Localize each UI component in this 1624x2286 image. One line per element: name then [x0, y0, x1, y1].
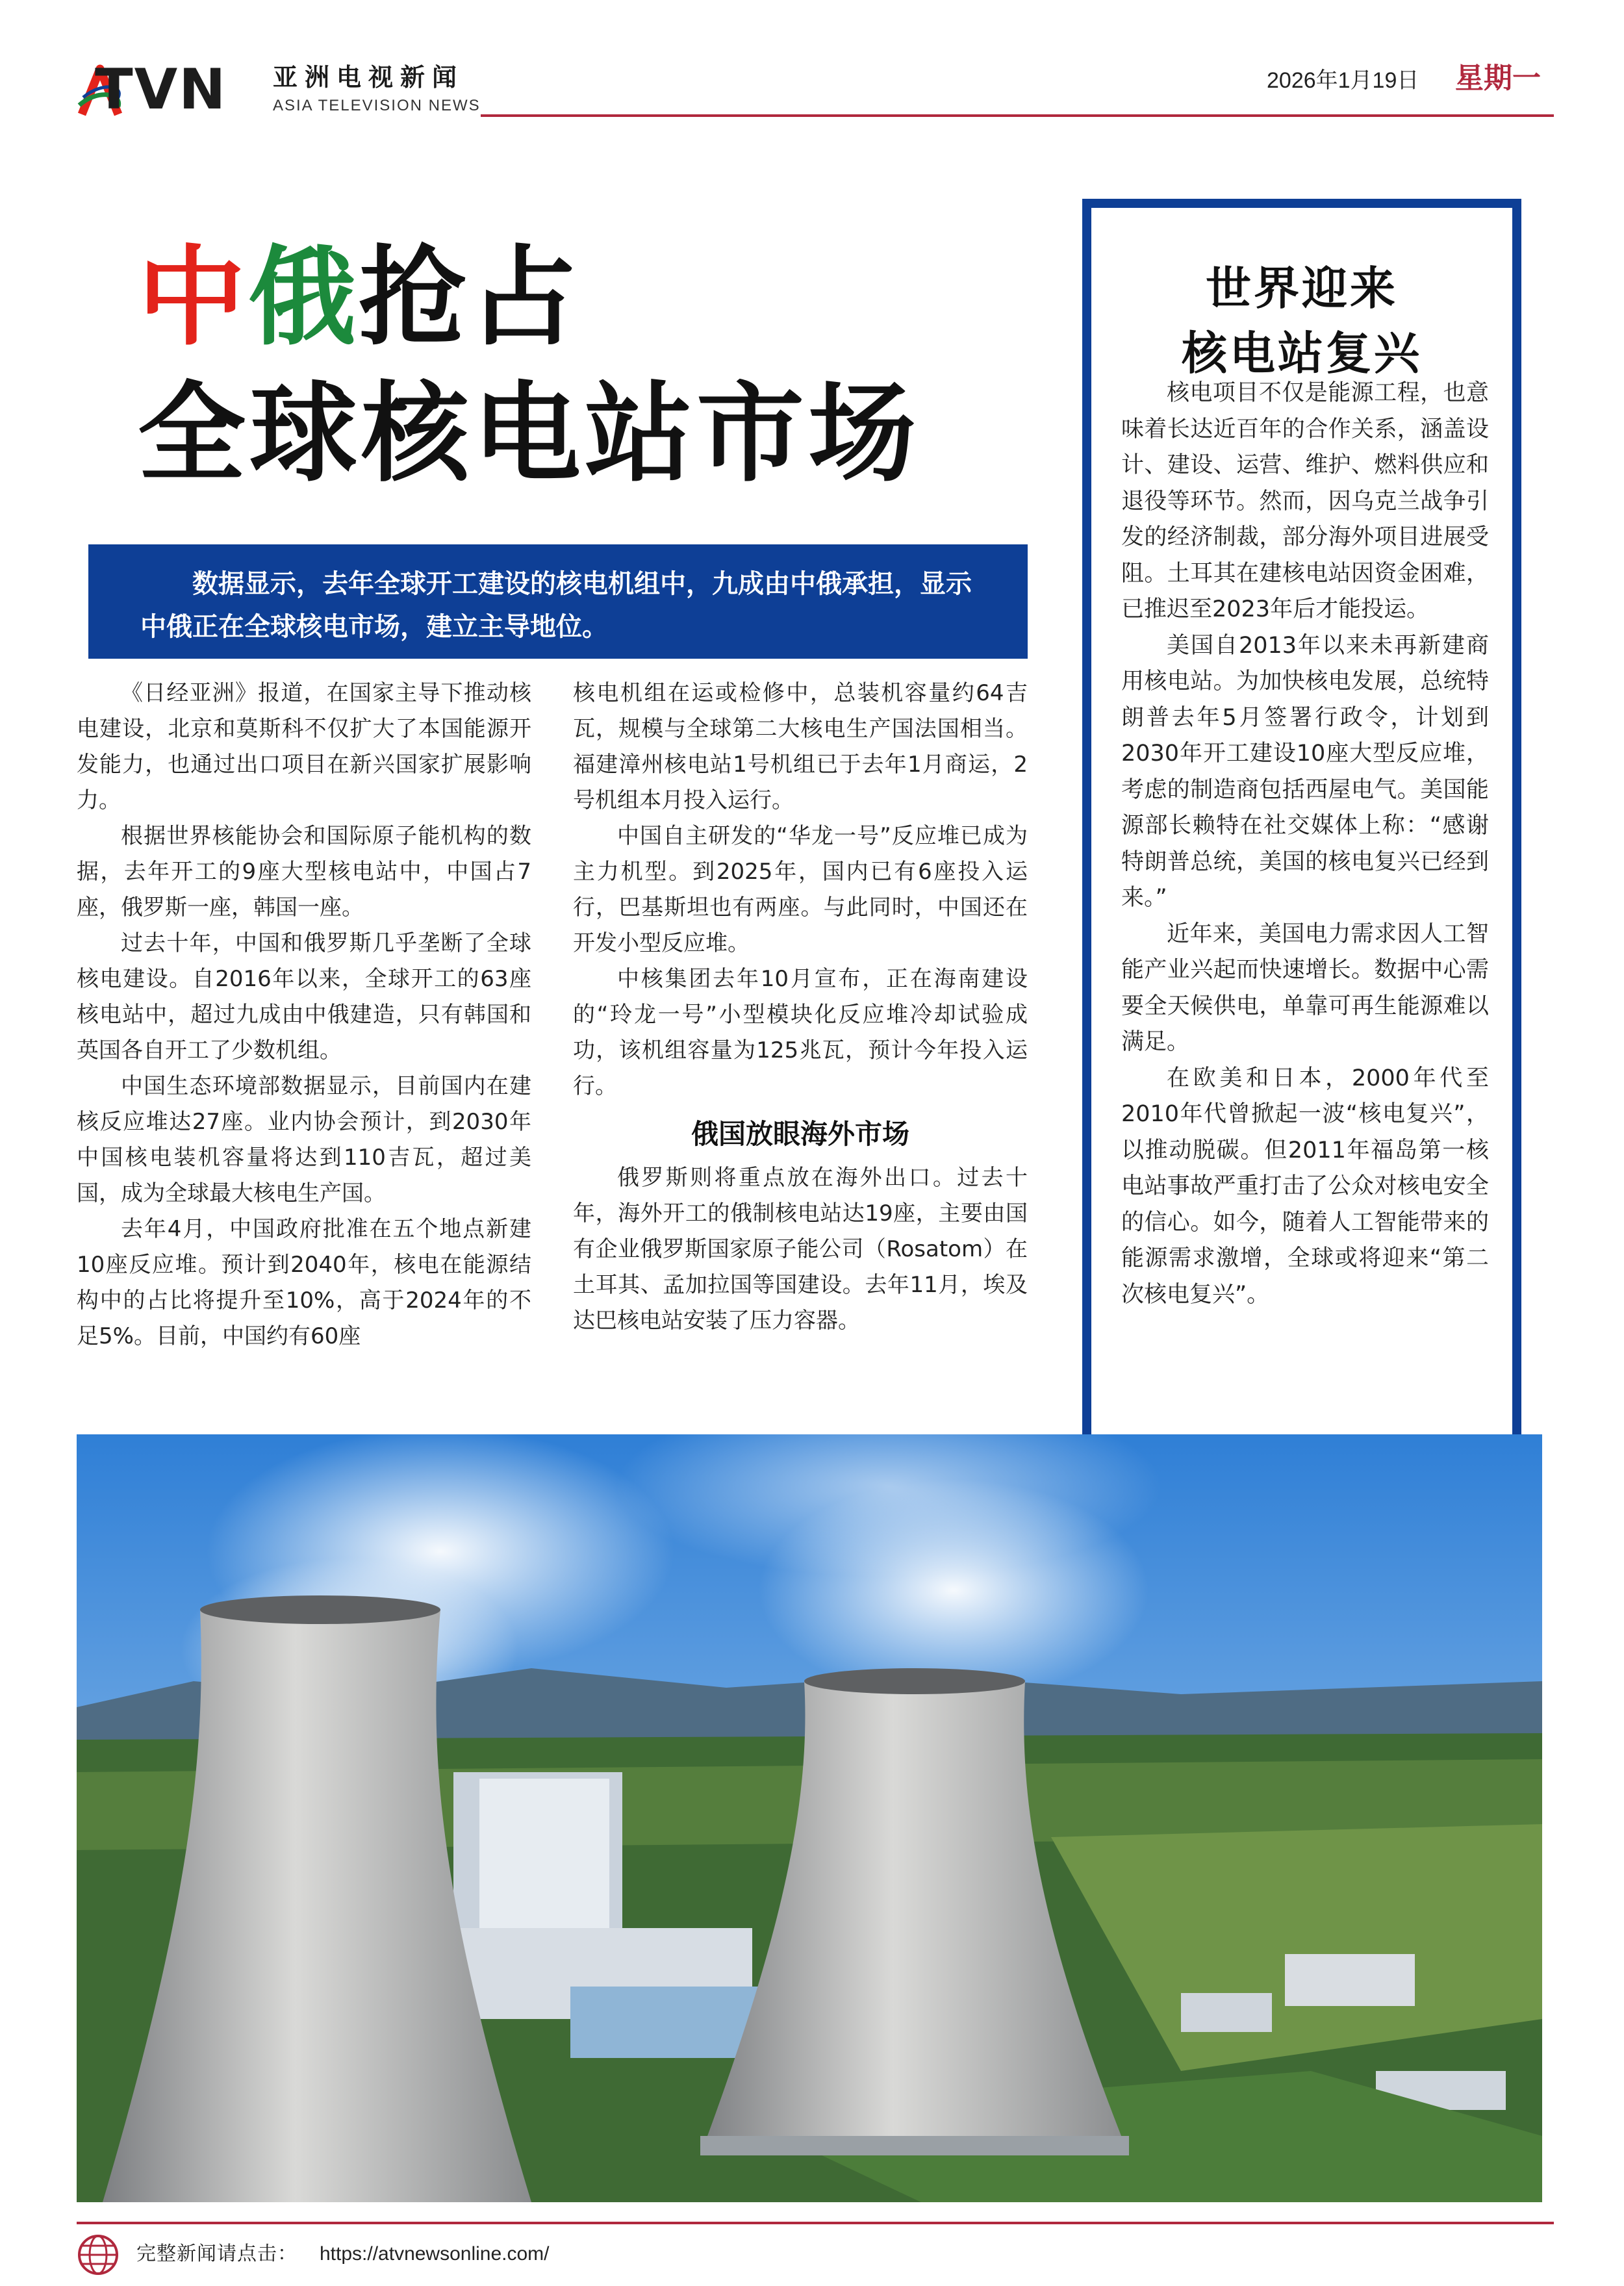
headline-line-1 — [138, 235, 579, 361]
footer-url-link[interactable]: https://atvnewsonline.com/ — [320, 2243, 550, 2265]
sidebar-title-line-1: 世界迎来 — [1206, 262, 1398, 315]
sidebar-paragraph: 美国自2013年以来未再新建商用核电站。为加快核电发展，总统特朗普去年5月签署行政令，计划到2030年开工建设10座大型反应堆，考虑的制造商包括西屋电气。美国能源部长赖特在社交媒体上称：“感谢特朗普总统，美国的核电复兴已经到来。” — [1121, 632, 1489, 911]
sidebar-box — [1082, 199, 1521, 1571]
footer-link-label: 完整新闻请点击： — [136, 2242, 298, 2265]
article-paragraph: 中核集团去年10月宣布，正在海南建设的“玲龙一号”小型模块化反应堆冷却试验成功，该机组容量为125兆瓦，预计今年投入运行。 — [573, 966, 1028, 1099]
headline-line-1-rest: 抢占 — [359, 235, 579, 361]
globe-link-icon — [77, 2233, 120, 2276]
article-paragraph-continued: 核电机组在运或检修中，总装机容量约64吉瓦，规模与全球第二大核电生产国法国相当。福建漳州核电站1号机组已于去年1月商运，2号机组本月投入运行。 — [573, 680, 1028, 813]
issue-weekday: 星期一 — [1455, 62, 1541, 95]
sidebar-body — [1121, 375, 1489, 1313]
headline-char-china: 中 — [138, 235, 248, 361]
article-paragraph: 俄罗斯则将重点放在海外出口。过去十年，海外开工的俄制核电站达19座，主要由国有企业俄罗斯国家原子能公司（Rosatom）在土耳其、孟加拉国等国建设。去年11月，埃及达巴核电站安装了压力容器。 — [573, 1165, 1028, 1334]
headline-char-russia: 俄 — [248, 235, 359, 361]
article-paragraph: 中国自主研发的“华龙一号”反应堆已成为主力机型。到2025年，国内已有6座投入运行，巴基斯坦也有两座。与此同时，中国还在开发小型反应堆。 — [573, 823, 1028, 956]
lead-text: 数据显示，去年全球开工建设的核电机组中，九成由中俄承担，显示中俄正在全球核电市场，建立主导地位。 — [140, 569, 972, 642]
brand-name-chinese: 亚洲电视新闻 — [273, 63, 464, 92]
article-paragraph: 根据世界核能协会和国际原子能机构的数据，去年开工的9座大型核电站中，中国占7座，俄罗斯一座，韩国一座。 — [77, 823, 531, 921]
cooling-towers-photo — [77, 1434, 1542, 2202]
sidebar-paragraph: 核电项目不仅是能源工程，也意味着长达近百年的合作关系，涵盖设计、建设、运营、维护、燃料供应和退役等环节。然而，因乌克兰战争引发的经济制裁，部分海外项目进展受阻。土耳其在建核电站因资金困难，已推迟至2023年后才能投运。 — [1121, 380, 1489, 622]
sidebar-paragraph: 在欧美和日本，2000年代至2010年代曾掀起一波“核电复兴”，以推动脱碳。但2011年福岛第一核电站事故严重打击了公众对核电安全的信心。如今，随着人工智能带来的能源需求激增，全球或将迎来“第二次核电复兴”。 — [1121, 1065, 1489, 1308]
article-column-1 — [77, 676, 531, 1354]
sidebar-title — [1091, 256, 1512, 386]
headline-line-2: 全球核电站市场 — [138, 372, 920, 497]
sidebar-paragraph: 近年来，美国电力需求因人工智能产业兴起而快速增长。数据中心需要全天候供电，单靠可再生能源难以满足。 — [1121, 921, 1489, 1055]
logo-wordmark: TVN — [95, 57, 227, 122]
article-paragraph: 《日经亚洲》报道，在国家主导下推动核电建设，北京和莫斯科不仅扩大了本国能源开发能力，也通过出口项目在新兴国家扩展影响力。 — [77, 680, 531, 813]
article-subheading: 俄国放眼海外市场 — [691, 1118, 909, 1150]
article-paragraph: 去年4月，中国政府批准在五个地点新建10座反应堆。预计到2040年，核电在能源结构中的占比将提升至10%，高于2024年的不足5%。目前，中国约有60座 — [77, 1216, 531, 1349]
footer-divider — [77, 2222, 1554, 2224]
header-divider — [481, 114, 1554, 117]
article-paragraph: 中国生态环境部数据显示，目前国内在建核反应堆达27座。业内协会预计，到2030年中国核电装机容量将达到110吉瓦，超过美国，成为全球最大核电生产国。 — [77, 1073, 531, 1206]
sidebar-title-line-2: 核电站复兴 — [1182, 327, 1422, 380]
article-paragraph: 过去十年，中国和俄罗斯几乎垄断了全球核电建设。自2016年以来，全球开工的63座核电站中，超过九成由中俄建造，只有韩国和英国各自开工了少数机组。 — [77, 930, 531, 1063]
issue-date: 2026年1月19日 — [1267, 68, 1419, 93]
brand-name-english: ASIA TELEVISION NEWS — [273, 97, 481, 114]
lead-banner — [88, 544, 1028, 659]
article-column-2 — [573, 676, 1028, 1339]
